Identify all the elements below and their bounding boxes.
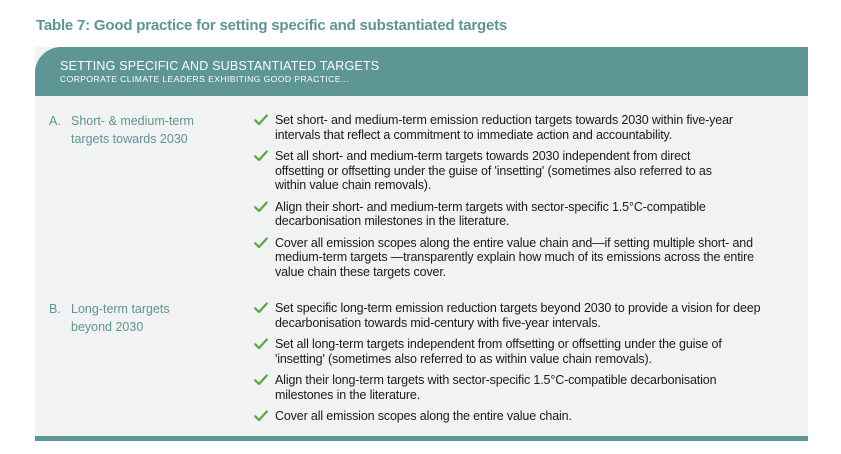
section-label-line: targets towards 2030 (71, 132, 188, 146)
section-b-items (254, 301, 802, 424)
item-line: Align their short- and medium-term targets with sector-specific 1.5°C-compatible (275, 199, 706, 214)
check-icon (254, 374, 268, 386)
check-icon (254, 302, 268, 314)
item-line: medium-term targets —transparently explain how much of its emissions across the entire (275, 250, 754, 264)
list-item (254, 113, 802, 142)
section-label-line: Short- & medium-term (71, 114, 194, 128)
item-line: decarbonisation towards mid-century with five-year intervals. (275, 315, 601, 330)
header-title: SETTING SPECIFIC AND SUBSTANTIATED TARGETS (60, 59, 380, 73)
item-line: Align their long-term targets with sector-specific 1.5°C-compatible decarbonisation (275, 373, 717, 387)
table-title: Table 7: Good practice for setting specific and substantiated targets (36, 17, 508, 34)
check-icon (254, 114, 268, 126)
check-icon (254, 201, 268, 213)
list-item (254, 373, 802, 402)
section-letter: B. (49, 302, 61, 316)
item-line: Set all short- and medium-term targets towards 2030 independent from direct (275, 149, 691, 163)
list-item (254, 409, 802, 424)
item-line: Set specific long-term emission reduction targets beyond 2030 to provide a vision for deep (275, 301, 761, 315)
check-icon (254, 237, 268, 249)
check-icon (254, 150, 268, 162)
item-line: milestones in the literature. (275, 387, 421, 402)
section-label-line: Long-term targets (71, 302, 170, 316)
item-line: offsetting or offsetting under the guise of 'insetting' (sometimes also referred to as (275, 163, 712, 178)
check-icon (254, 410, 268, 422)
good-practice-table (35, 47, 808, 441)
item-line: decarbonisation milestones in the literature. (275, 214, 510, 228)
section-a-items (254, 113, 802, 279)
section-letter: A. (49, 114, 61, 128)
section-label-line: beyond 2030 (71, 320, 144, 334)
item-line: value chain these targets cover. (275, 264, 446, 279)
item-line: within value chain removals). (275, 178, 432, 192)
item-line: Set all long-term targets independent from offsetting or offsetting under the guise of (275, 337, 722, 351)
list-item (254, 200, 802, 229)
item-line: Cover all emission scopes along the entire value chain. (275, 409, 572, 423)
item-line: Set short- and medium-term emission reduction targets towards 2030 within five-year (275, 113, 733, 127)
check-icon (254, 338, 268, 350)
list-item (254, 301, 802, 330)
list-item (254, 236, 802, 280)
list-item (254, 337, 802, 366)
item-line: 'insetting' (sometimes also referred to as within value chain removals). (275, 351, 652, 366)
item-line: intervals that reflect a commitment to immediate action and accountability. (275, 127, 673, 142)
header-subtitle: CORPORATE CLIMATE LEADERS EXHIBITING GOOD PRACTICE... (60, 74, 350, 84)
item-line: Cover all emission scopes along the entire value chain and—if setting multiple short- and (275, 235, 753, 250)
table-header (35, 47, 808, 96)
list-item (254, 149, 802, 193)
